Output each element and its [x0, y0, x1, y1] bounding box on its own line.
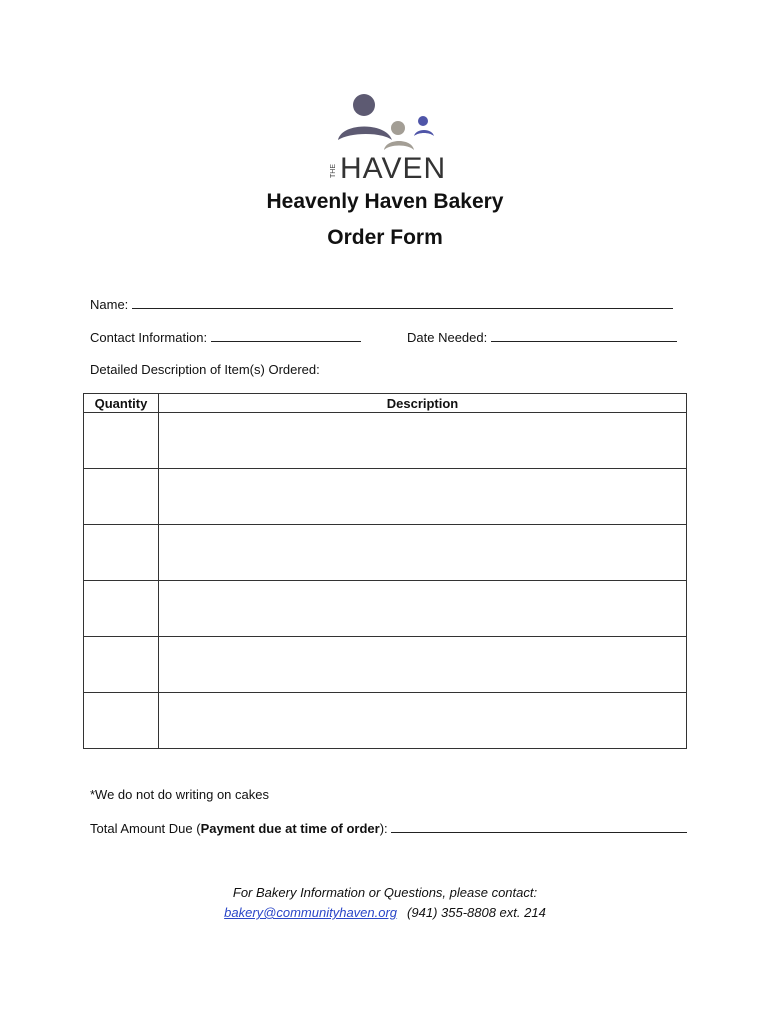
quantity-cell[interactable]: [84, 525, 159, 581]
total-amount-field[interactable]: [90, 820, 687, 836]
contact-blank[interactable]: [211, 329, 361, 342]
description-cell[interactable]: [159, 693, 687, 749]
cake-writing-note: *We do not do writing on cakes: [90, 787, 269, 802]
total-label-prefix: Total Amount Due (: [90, 821, 201, 836]
table-row: [84, 525, 687, 581]
logo-word-the: THE: [330, 164, 337, 178]
table-header-row: [84, 394, 687, 413]
name-label: Name:: [90, 297, 129, 312]
description-cell[interactable]: [159, 581, 687, 637]
description-label: Detailed Description of Item(s) Ordered:: [90, 362, 320, 377]
logo-word-haven: HAVEN: [340, 152, 447, 182]
haven-logo-graphic: [326, 92, 450, 182]
date-needed-label: Date Needed:: [407, 330, 488, 345]
contact-field[interactable]: [90, 329, 361, 345]
table-row: [84, 581, 687, 637]
description-cell[interactable]: [159, 413, 687, 469]
email-link[interactable]: bakery@communityhaven.org: [224, 905, 398, 920]
quantity-cell[interactable]: [84, 637, 159, 693]
table-row: [84, 413, 687, 469]
contact-info-heading: For Bakery Information or Questions, please contact:: [232, 885, 538, 900]
description-cell[interactable]: [159, 525, 687, 581]
phone-number: (941) 355-8808 ext. 214: [407, 905, 546, 920]
name-field[interactable]: [90, 296, 673, 312]
table-row: [84, 637, 687, 693]
total-amount-blank[interactable]: [391, 820, 687, 833]
description-cell[interactable]: [159, 637, 687, 693]
contact-label: Contact Information:: [90, 330, 208, 345]
quantity-header: Quantity: [84, 394, 159, 413]
page-subtitle: Order Form: [327, 226, 443, 249]
haven-logo: [326, 92, 450, 182]
name-blank[interactable]: [132, 296, 673, 309]
quantity-cell[interactable]: [84, 469, 159, 525]
description-cell[interactable]: [159, 469, 687, 525]
date-needed-blank[interactable]: [491, 329, 677, 342]
quantity-cell[interactable]: [84, 413, 159, 469]
quantity-cell[interactable]: [84, 581, 159, 637]
total-label-suffix: ):: [379, 821, 388, 836]
total-label-bold: Payment due at time of order: [200, 821, 380, 836]
date-needed-field[interactable]: [407, 329, 677, 345]
contact-info-line: [0, 905, 770, 920]
table-row: [84, 693, 687, 749]
table-row: [84, 469, 687, 525]
items-table: [83, 393, 687, 749]
description-header: Description: [159, 394, 687, 413]
quantity-cell[interactable]: [84, 693, 159, 749]
page-title: Heavenly Haven Bakery: [266, 190, 504, 213]
